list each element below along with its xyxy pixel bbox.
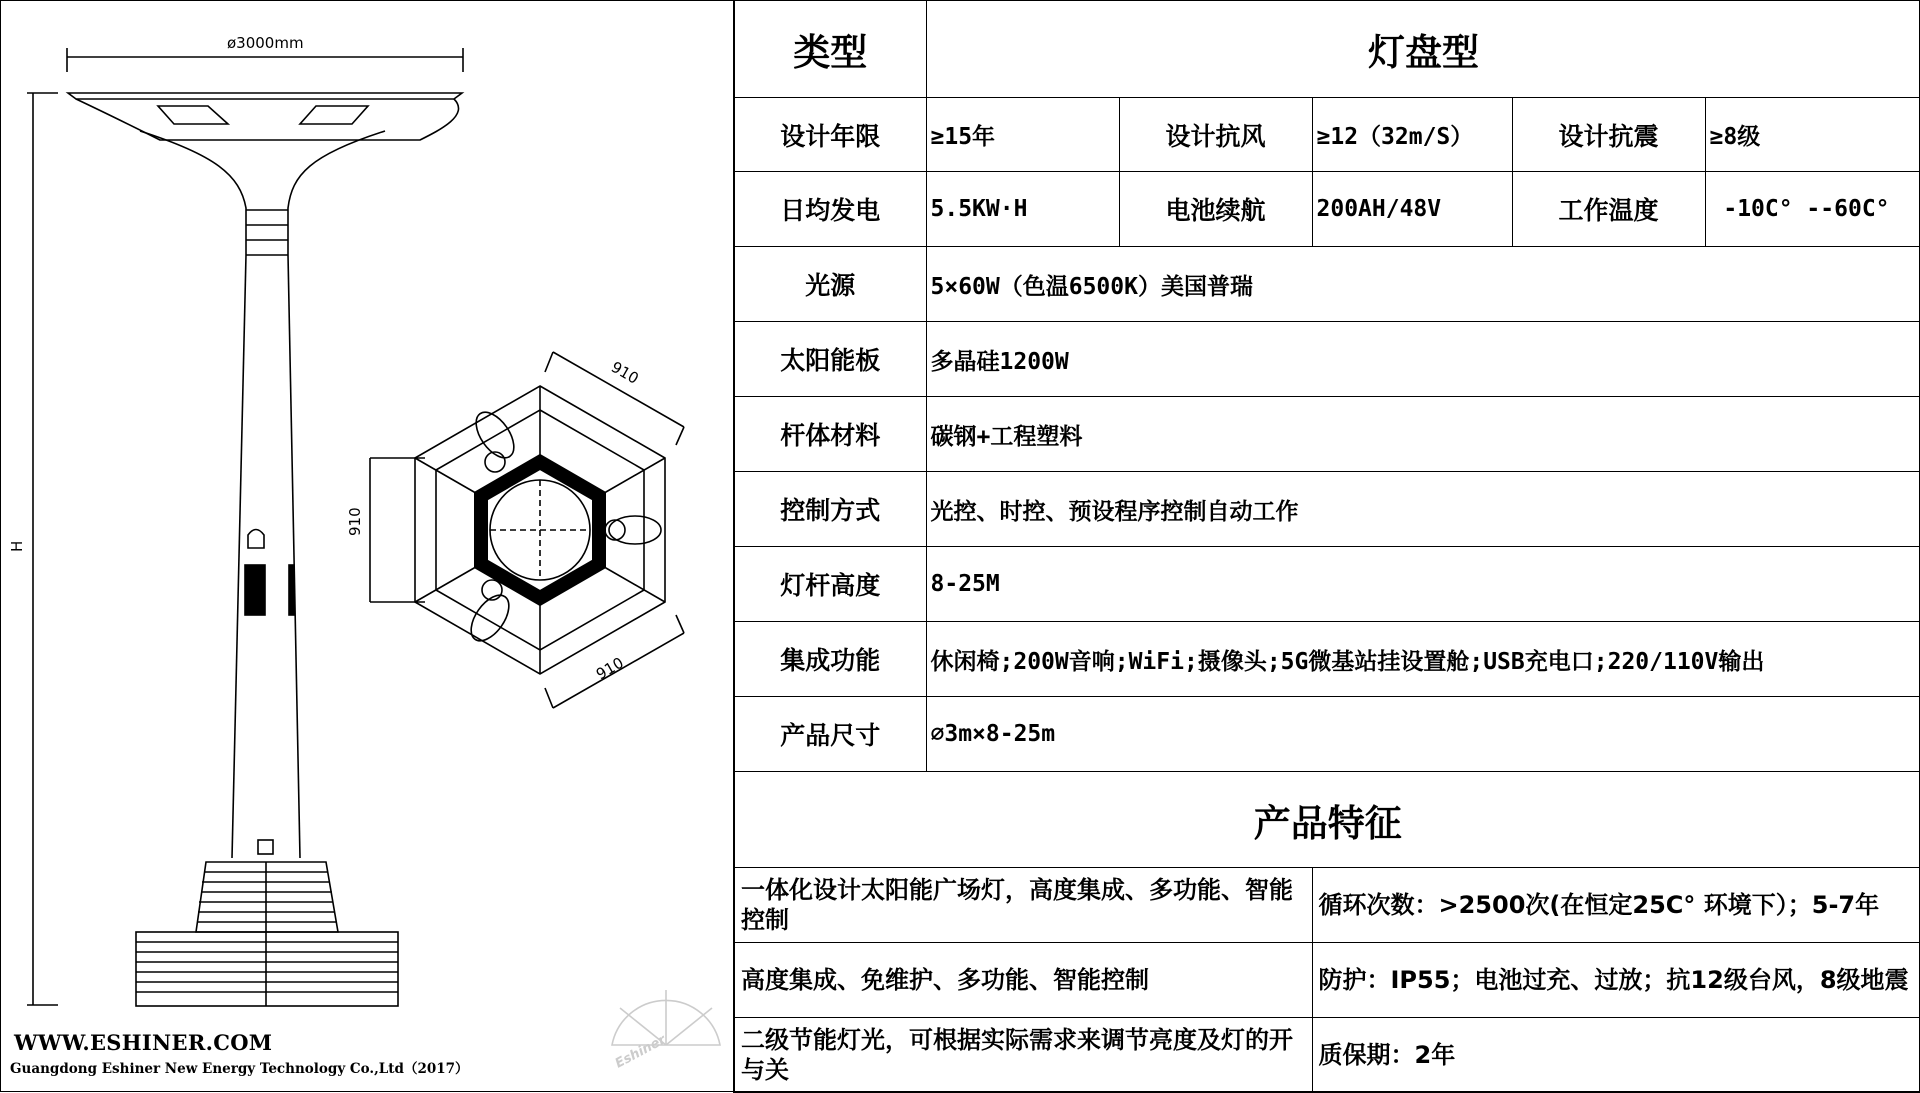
type-label: 类型 <box>734 1 926 98</box>
seismic-label: 设计抗震 <box>1512 98 1705 172</box>
design-life-label: 设计年限 <box>734 98 926 172</box>
spec-row <box>734 622 1920 697</box>
control-mode-value: 光控、时控、预设程序控制自动工作 <box>926 472 1920 547</box>
height-dimension <box>27 93 58 1005</box>
features-title: 产品特征 <box>734 772 1920 868</box>
bench-dim-top: 910 <box>608 357 642 388</box>
watermark-logo <box>612 990 720 1045</box>
control-mode-label: 控制方式 <box>734 472 926 547</box>
design-life-value: ≥15年 <box>926 98 1119 172</box>
integrated-functions-value: 休闲椅;200W音响;WiFi;摄像头;5G微基站挂设置舱;USB充电口;220/110V输出 <box>926 622 1920 697</box>
integrated-functions-label: 集成功能 <box>734 622 926 697</box>
pole-flare <box>140 131 385 255</box>
product-drawing <box>0 0 733 1092</box>
website-url: WWW.ESHINER.COM <box>14 1030 273 1055</box>
feature-detail: 循环次数：>2500次(在恒定25C° 环境下）；5-7年 <box>1312 868 1920 943</box>
height-label: H <box>8 540 26 552</box>
light-source-label: 光源 <box>734 247 926 322</box>
feature-row <box>734 943 1920 1018</box>
spec-row <box>734 547 1920 622</box>
bench-side-view <box>136 862 398 1006</box>
pole-material-label: 杆体材料 <box>734 397 926 472</box>
working-temp-value: -10C° --60C° <box>1705 172 1920 247</box>
spec-row <box>734 472 1920 547</box>
spec-row <box>734 397 1920 472</box>
pole-height-label: 灯杆高度 <box>734 547 926 622</box>
working-temp-label: 工作温度 <box>1512 172 1705 247</box>
product-size-value: ⌀3m×8-25m <box>926 697 1920 772</box>
spec-row <box>734 322 1920 397</box>
pole-material-value: 碳钢+工程塑料 <box>926 397 1920 472</box>
lamp-head <box>68 93 462 140</box>
watermark-text: Eshiner <box>612 1032 669 1072</box>
feature-row <box>734 1018 1920 1093</box>
solar-panel-label: 太阳能板 <box>734 322 926 397</box>
daily-generation-value: 5.5KW·H <box>926 172 1119 247</box>
spec-table <box>733 0 1920 1093</box>
solar-panel-value: 多晶硅1200W <box>926 322 1920 397</box>
features-title-row <box>734 772 1920 868</box>
feature-text: 高度集成、免维护、多功能、智能控制 <box>734 943 1312 1018</box>
company-name: Guangdong Eshiner New Energy Technology Co.,Ltd（2017） <box>10 1061 469 1077</box>
feature-detail: 防护：IP55；电池过充、过放；抗12级台风，8级地震 <box>1312 943 1920 1018</box>
bench-dim-left: 910 <box>346 507 364 536</box>
spec-row <box>734 247 1920 322</box>
daily-generation-label: 日均发电 <box>734 172 926 247</box>
top-view-dimensions <box>370 352 684 708</box>
battery-life-label: 电池续航 <box>1119 172 1312 247</box>
light-source-value: 5×60W（色温6500K）美国普瑞 <box>926 247 1920 322</box>
hex-bench-top-view <box>415 386 665 674</box>
type-row <box>734 1 1920 98</box>
wind-resistance-value: ≥12（32m/S） <box>1312 98 1512 172</box>
spec-row <box>734 697 1920 772</box>
pole-shaft <box>232 255 300 858</box>
bench-dim-bottom: 910 <box>593 653 627 684</box>
feature-text: 一体化设计太阳能广场灯，高度集成、多功能、智能控制 <box>734 868 1312 943</box>
product-size-label: 产品尺寸 <box>734 697 926 772</box>
type-value: 灯盘型 <box>926 1 1920 98</box>
power-row <box>734 172 1920 247</box>
feature-detail: 质保期：2年 <box>1312 1018 1920 1093</box>
battery-life-value: 200AH/48V <box>1312 172 1512 247</box>
seismic-value: ≥8级 <box>1705 98 1920 172</box>
feature-text: 二级节能灯光，可根据实际需求来调节亮度及灯的开与关 <box>734 1018 1312 1093</box>
pole-height-value: 8-25M <box>926 547 1920 622</box>
wind-resistance-label: 设计抗风 <box>1119 98 1312 172</box>
design-row <box>734 98 1920 172</box>
diameter-label: ø3000mm <box>227 34 304 52</box>
feature-row <box>734 868 1920 943</box>
